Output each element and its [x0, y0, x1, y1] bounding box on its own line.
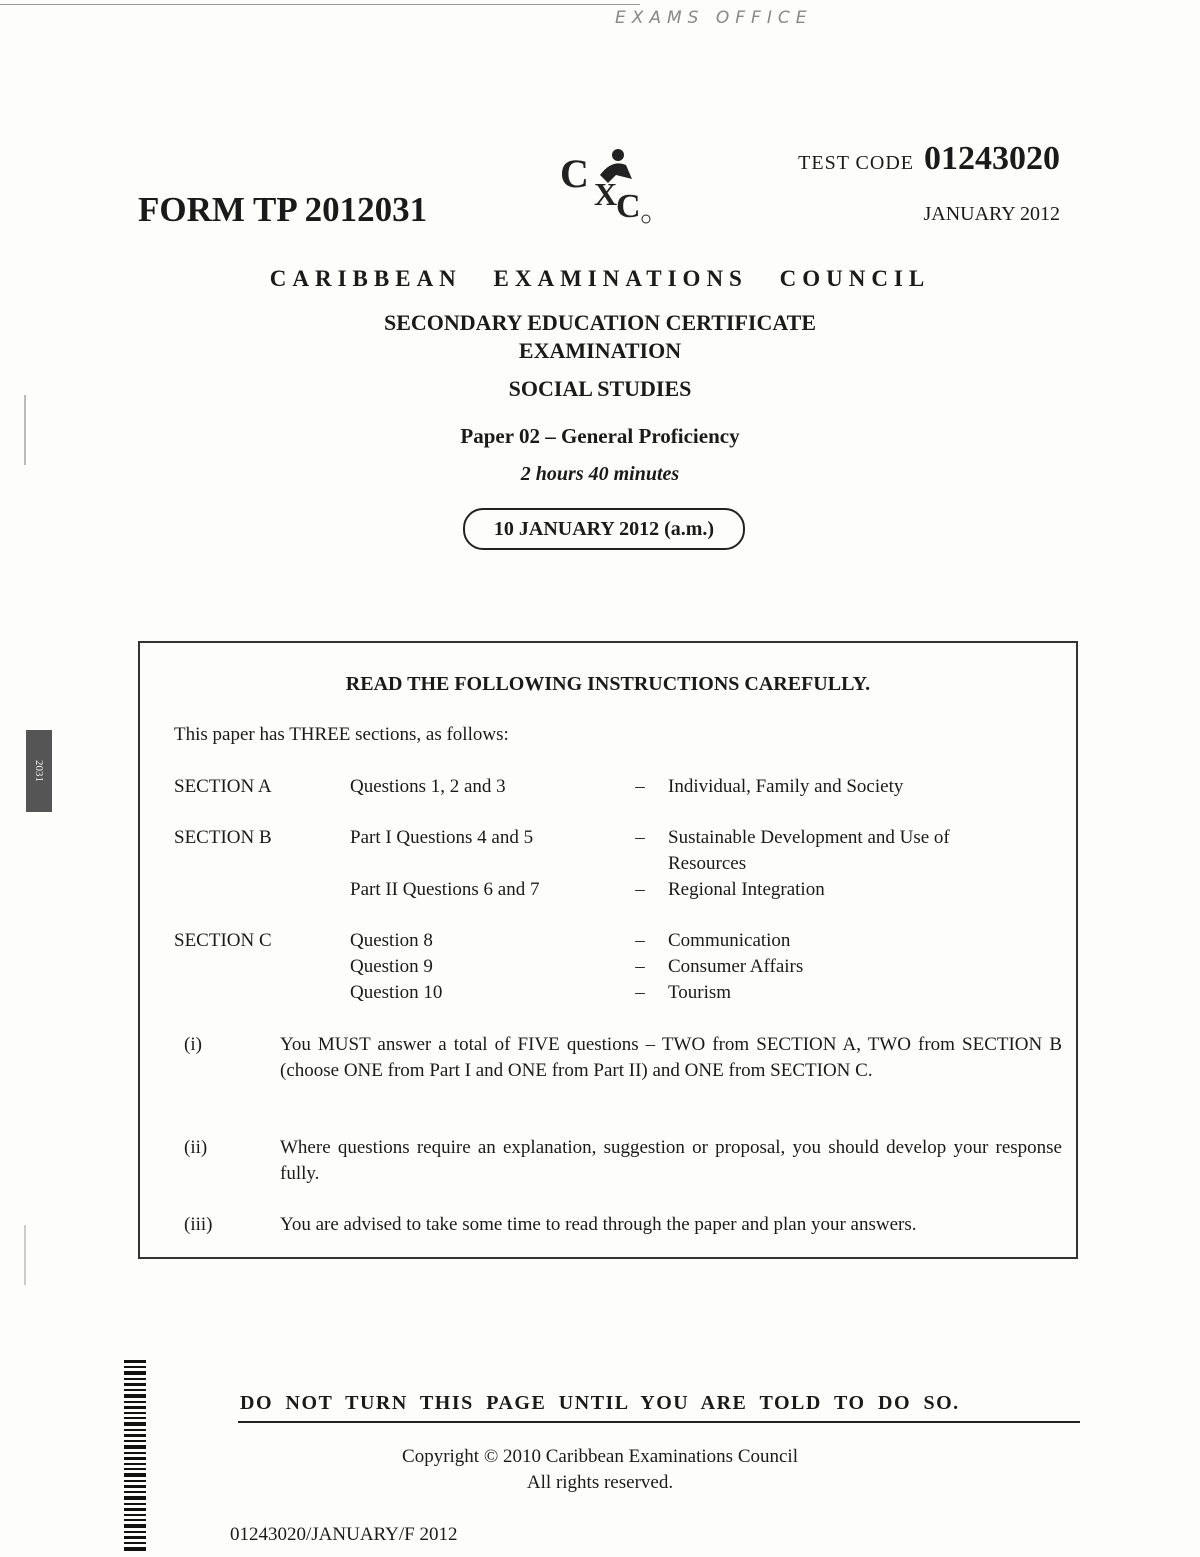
section-c-question-8: Question 8	[350, 930, 433, 951]
test-code-label: TEST CODE	[798, 152, 914, 174]
dash: –	[635, 930, 645, 951]
section-b-part1-questions: Part I Questions 4 and 5	[350, 827, 534, 848]
rule-text: You MUST answer a total of FIVE questions – TWO from SECTION A, TWO from SECTION B (choose ONE from Part I and ONE from Part II) and ONE from SECTION C.	[280, 1034, 1062, 1081]
instructions-heading: READ THE FOLLOWING INSTRUCTIONS CAREFULLY.	[345, 673, 871, 695]
scan-mark	[24, 1225, 26, 1285]
rule-text: Where questions require an explanation, suggestion or proposal, you should develop your response fully.	[280, 1137, 1062, 1184]
dash: –	[635, 827, 645, 848]
exam-month-year: JANUARY 2012	[923, 203, 1060, 225]
footer-code: 01243020/JANUARY/F 2012	[230, 1524, 458, 1545]
exam-duration: 2 hours 40 minutes	[520, 463, 680, 485]
subject-title: SOCIAL STUDIES	[508, 376, 692, 401]
section-a-topic: Individual, Family and Society	[668, 776, 904, 797]
warning-underline	[238, 1421, 1080, 1423]
instructions-box	[138, 641, 1078, 1259]
rule-number: (iii)	[184, 1214, 213, 1235]
section-c-topic-10: Tourism	[668, 982, 732, 1003]
rule-number: (ii)	[184, 1137, 208, 1158]
section-c-question-9: Question 9	[350, 956, 433, 977]
copyright-notice	[0, 1444, 1200, 1496]
council-name: CARIBBEAN EXAMINATIONS COUNCIL	[269, 266, 931, 291]
section-b-part2-questions: Part II Questions 6 and 7	[350, 879, 540, 900]
certificate-line-2: EXAMINATION	[518, 338, 682, 363]
scan-mark	[24, 395, 26, 465]
dash: –	[635, 956, 645, 977]
test-code-value: 01243020	[924, 140, 1060, 177]
exam-date-badge: 10 JANUARY 2012 (a.m.)	[463, 508, 745, 550]
page-turn-warning: DO NOT TURN THIS PAGE UNTIL YOU ARE TOLD TO DO SO.	[240, 1392, 960, 1414]
section-a-questions: Questions 1, 2 and 3	[350, 776, 506, 797]
svg-text:X: X	[594, 176, 618, 212]
side-tab-label: 2031	[33, 760, 45, 782]
copyright-line-1: Copyright © 2010 Caribbean Examinations Council	[402, 1446, 798, 1467]
dash: –	[635, 776, 645, 797]
section-a-label: SECTION A	[174, 776, 272, 797]
section-c-question-10: Question 10	[350, 982, 443, 1003]
form-number: FORM TP 2012031	[138, 190, 428, 229]
section-c-topic-8: Communication	[668, 930, 791, 951]
rule-number: (i)	[184, 1034, 202, 1055]
section-b-part2-topic: Regional Integration	[668, 879, 825, 900]
section-c-label: SECTION C	[174, 930, 272, 951]
copyright-line-2: All rights reserved.	[526, 1472, 674, 1493]
dash: –	[635, 982, 645, 1003]
section-b-part1-topic: Sustainable Development and Use of Resources	[668, 827, 950, 874]
svg-text:C: C	[560, 151, 589, 196]
handwritten-annotation: EXAMS OFFICE	[615, 8, 813, 28]
svg-text:C: C	[616, 188, 641, 225]
dash: –	[635, 879, 645, 900]
cxc-logo	[556, 145, 656, 225]
section-b-label: SECTION B	[174, 827, 272, 848]
side-tab	[26, 730, 52, 812]
top-edge-rule	[0, 4, 640, 5]
test-code-block	[798, 140, 1060, 178]
certificate-title	[0, 309, 1200, 365]
instructions-intro: This paper has THREE sections, as follows:	[174, 724, 509, 745]
section-c-topic-9: Consumer Affairs	[668, 956, 804, 977]
paper-title: Paper 02 – General Proficiency	[460, 424, 740, 448]
certificate-line-1: SECONDARY EDUCATION CERTIFICATE	[384, 310, 816, 335]
rule-text: You are advised to take some time to read through the paper and plan your answers.	[280, 1214, 917, 1235]
